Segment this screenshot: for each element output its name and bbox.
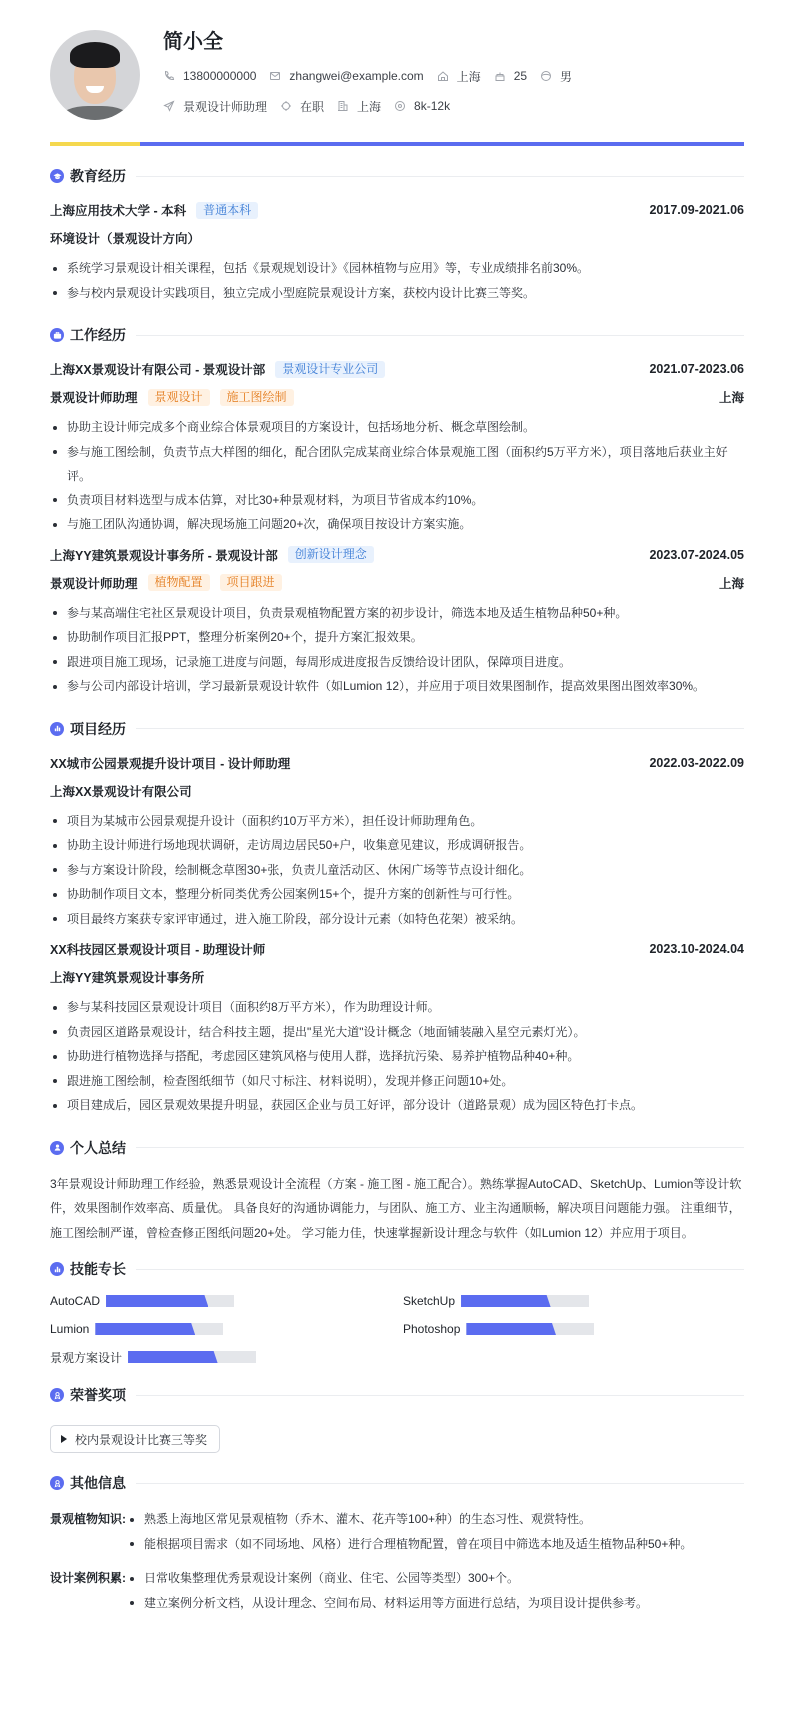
section-divider [136, 728, 744, 729]
bullet-list [50, 995, 744, 1118]
avatar-hair [70, 42, 120, 68]
skill-item [50, 1349, 403, 1365]
section-title: 工作经历 [70, 327, 126, 343]
project-entry [50, 753, 744, 932]
skill-item [403, 1321, 744, 1337]
company-tag: 创新设计理念 [288, 546, 374, 563]
skill-fill [461, 1295, 551, 1307]
contact-row [163, 68, 585, 84]
section-title: 教育经历 [70, 168, 126, 184]
skill-name: Lumion [50, 1322, 90, 1336]
section-divider [136, 1395, 744, 1396]
list-item: 项目建成后，园区景观效果提升明显，获园区企业与员工好评，部分设计（道路景观）成为园区特色打卡点。 [50, 1093, 744, 1118]
divider-blue [140, 142, 744, 146]
role-tag: 项目跟进 [220, 574, 282, 591]
entry-subheader [50, 387, 744, 407]
skill-fill [95, 1323, 195, 1335]
divider-yellow [50, 142, 140, 146]
work-entry [50, 359, 744, 537]
project-org: 上海XX景观设计有限公司 [50, 784, 192, 799]
list-item: 协助进行植物选择与搭配，考虑园区建筑风格与使用人群，选择抗污染、易养护植物品种40+种。 [50, 1044, 744, 1069]
company-name: 上海XX景观设计有限公司 - 景观设计部 [50, 363, 266, 377]
section-header [50, 166, 744, 186]
role-title: 景观设计师助理 [50, 391, 138, 405]
city-item [337, 98, 381, 115]
skill-fill [466, 1323, 556, 1335]
bullet-list [127, 1566, 648, 1615]
list-item: 参与校内景观设计实践项目，独立完成小型庭院景观设计方案，获校内设计比赛三等奖。 [50, 281, 744, 306]
list-item: 系统学习景观设计相关课程，包括《景观规划设计》《园林植物与应用》等，专业成绩排名前30%。 [50, 256, 744, 281]
list-item: 负责园区道路景观设计，结合科技主题，提出"星光大道"设计概念（地面铺装融入星空元素灯光）。 [50, 1020, 744, 1045]
role-tag: 植物配置 [148, 574, 210, 591]
avatar [50, 30, 140, 120]
summary-text: 3年景观设计师助理工作经验，熟悉景观设计全流程（方案 - 施工图 - 施工配合）。熟练掌握AutoCAD、SketchUp、Lumion等设计软件，效果图制作效率高、质量优。 具备良好的沟通协调能力，与团队、施工方、业主沟通顺畅，解决项目问题能力强。 注重细节，施工图绘制严谨，曾检查修正图纸问题20+处。 学习能力佳，快速掌握新设计理念与软件（如Lumion 12）并应用于项目。 [50, 1176, 742, 1240]
section-header [50, 719, 744, 739]
section-header [50, 1259, 744, 1279]
education-entry [50, 200, 744, 305]
list-item: 日常收集整理优秀景观设计案例（商业、住宅、公园等类型）300+个。 [127, 1566, 648, 1591]
bullet-list [50, 601, 744, 699]
degree-tag: 普通本科 [196, 202, 258, 219]
city-text: 上海 [357, 99, 382, 114]
info-icon [50, 1476, 64, 1490]
caret-right-icon [61, 1435, 67, 1443]
skills-section [50, 1259, 744, 1365]
personal-info [163, 30, 585, 128]
list-item: 项目最终方案获专家评审通过，进入施工阶段，部分设计元素（如特色花架）被采纳。 [50, 907, 744, 932]
gender-text: 男 [560, 69, 573, 84]
section-title: 个人总结 [70, 1139, 126, 1156]
avatar-shirt [60, 106, 130, 120]
section-divider [136, 1483, 744, 1484]
list-item: 与施工团队沟通协调，解决现场施工问题20+次，确保项目按设计方案实施。 [50, 512, 744, 537]
entry-header [50, 545, 744, 565]
salary-item [394, 99, 450, 113]
skill-item [403, 1293, 744, 1309]
project-name: XX科技园区景观设计项目 - 助理设计师 [50, 943, 266, 957]
section-header [50, 1138, 744, 1158]
work-section [50, 325, 744, 699]
list-item: 项目为某城市公园景观提升设计（面积约10万平方米），担任设计师助理角色。 [50, 809, 744, 834]
entry-subheader [50, 781, 744, 801]
award-text: 校内景观设计比赛三等奖 [75, 1432, 208, 1447]
skill-fill [106, 1295, 208, 1307]
skill-name: 景观方案设计 [50, 1350, 123, 1365]
entry-subheader [50, 228, 744, 248]
section-header [50, 1385, 744, 1405]
home-text: 上海 [456, 69, 481, 84]
salary-text: 8k-12k [414, 99, 451, 113]
gender-item [540, 68, 572, 85]
candidate-name: 简小全 [163, 31, 223, 53]
entry-date: 2022.03-2022.09 [649, 755, 744, 770]
role-tag: 景观设计 [148, 389, 210, 406]
entry-subheader [50, 573, 744, 593]
other-label: 景观植物知识: [50, 1512, 126, 1526]
list-item: 协助主设计师进行场地现状调研，走访周边居民50+户，收集意见建议，形成调研报告。 [50, 833, 744, 858]
home-item [437, 68, 481, 85]
list-item: 负责项目材料选型与成本估算，对比30+种景观材料，为项目节省成本约10%。 [50, 488, 744, 513]
company-name: 上海YY建筑景观设计事务所 - 景观设计部 [50, 548, 278, 563]
list-item: 参与公司内部设计培训，学习最新景观设计软件（如Lumion 12），并应用于项目效果图制作，提高效果图出图效率30%。 [50, 674, 744, 699]
bullet-list [50, 809, 744, 932]
send-icon [163, 100, 175, 112]
phone-icon [163, 70, 175, 82]
role-title: 景观设计师助理 [50, 576, 138, 591]
project-entry [50, 939, 744, 1118]
other-group [50, 1507, 744, 1556]
section-header [50, 325, 744, 345]
age-item [494, 69, 527, 83]
cake-icon [494, 70, 506, 82]
phone-item [163, 69, 256, 83]
section-divider [136, 1269, 744, 1270]
skill-name: SketchUp [403, 1294, 456, 1308]
entry-header [50, 359, 744, 379]
briefcase-icon [50, 328, 64, 342]
list-item: 协助制作项目汇报PPT，整理分析案例20+个，提升方案汇报效果。 [50, 625, 744, 650]
entry-header [50, 939, 744, 959]
awards-section [50, 1385, 744, 1453]
position-item [163, 98, 267, 115]
education-section [50, 166, 744, 305]
company-tag: 景观设计专业公司 [275, 361, 385, 378]
entry-header [50, 200, 744, 220]
work-location: 上海 [718, 576, 744, 591]
summary-section [50, 1138, 744, 1246]
email-item [269, 69, 423, 83]
bullet-list [50, 256, 744, 305]
award-item[interactable] [50, 1425, 220, 1453]
skill-name: Photoshop [403, 1322, 461, 1336]
bullet-list [127, 1507, 692, 1556]
home-icon [437, 70, 449, 82]
bullet-list [50, 415, 744, 537]
work-location: 上海 [718, 391, 744, 405]
list-item: 跟进施工图绘制，检查图纸细节（如尺寸标注、材料说明），发现并修正问题10+处。 [50, 1069, 744, 1094]
age-text: 25 [513, 69, 528, 83]
status-text: 在职 [300, 99, 325, 114]
job-intent-row [163, 98, 585, 114]
position-text: 景观设计师助理 [183, 99, 268, 114]
section-divider [136, 176, 744, 177]
school-name: 上海应用技术大学 - 本科 [50, 204, 187, 218]
entry-date: 2023.07-2024.05 [649, 547, 744, 562]
section-divider [136, 335, 744, 336]
email-text: zhangwei@example.com [289, 69, 424, 83]
skill-bar [95, 1323, 223, 1335]
project-name: XX城市公园景观提升设计项目 - 设计师助理 [50, 756, 291, 771]
status-item [280, 98, 324, 115]
list-item: 熟悉上海地区常见景观植物（乔木、灌木、花卉等100+种）的生态习性、观赏特性。 [127, 1507, 692, 1532]
skill-bar [128, 1351, 256, 1363]
bar-chart-icon [50, 1262, 64, 1276]
mail-icon [269, 70, 281, 82]
work-entry [50, 545, 744, 699]
award-icon [50, 1388, 64, 1402]
section-title: 技能专长 [70, 1261, 126, 1277]
graduation-cap-icon [50, 169, 64, 183]
section-header [50, 1473, 744, 1493]
section-title: 其他信息 [70, 1475, 126, 1491]
major: 环境设计（景观设计方向） [50, 232, 201, 246]
resume-header [50, 30, 744, 130]
section-title: 项目经历 [70, 720, 126, 737]
other-label: 设计案例积累: [50, 1571, 126, 1585]
skill-bar [106, 1295, 234, 1307]
user-icon [50, 1141, 64, 1155]
skill-item [50, 1293, 403, 1309]
salary-icon [394, 100, 406, 112]
phone-text: 13800000000 [183, 69, 257, 83]
list-item: 参与某高端住宅社区景观设计项目，负责景观植物配置方案的初步设计，筛选本地及适生植物品种50+种。 [50, 601, 744, 626]
entry-date: 2021.07-2023.06 [649, 362, 744, 376]
skill-name: AutoCAD [50, 1294, 101, 1308]
list-item: 参与某科技园区景观设计项目（面积约8万平方米），作为助理设计师。 [50, 995, 744, 1020]
project-org: 上海YY建筑景观设计事务所 [50, 971, 205, 985]
skill-bar [466, 1323, 594, 1335]
list-item: 建立案例分析文档，从设计理念、空间布局、材料运用等方面进行总结，为项目设计提供参考。 [127, 1591, 648, 1616]
list-item: 协助主设计师完成多个商业综合体景观项目的方案设计，包括场地分析、概念草图绘制。 [50, 415, 744, 440]
bar-chart-icon [50, 722, 64, 736]
role-tag: 施工图绘制 [220, 389, 294, 406]
list-item: 能根据项目需求（如不同场地、风格）进行合理植物配置，曾在项目中筛选本地及适生植物品种50+种。 [127, 1532, 692, 1557]
entry-subheader [50, 967, 744, 987]
other-section [50, 1473, 744, 1615]
projects-section [50, 719, 744, 1118]
gender-icon [540, 70, 552, 82]
skills-grid [50, 1293, 744, 1365]
section-divider [136, 1147, 744, 1148]
skill-fill [128, 1351, 218, 1363]
entry-header [50, 753, 744, 773]
header-divider [50, 142, 744, 146]
list-item: 跟进项目施工现场，记录施工进度与问题，每周形成进度报告反馈给设计团队，保障项目进度。 [50, 650, 744, 675]
building-icon [337, 100, 349, 112]
section-title: 荣誉奖项 [70, 1387, 126, 1403]
list-item: 参与方案设计阶段，绘制概念草图30+张，负责儿童活动区、休闲广场等节点设计细化。 [50, 858, 744, 883]
list-item: 协助制作项目文本，整理分析同类优秀公园案例15+个，提升方案的创新性与可行性。 [50, 882, 744, 907]
entry-date: 2017.09-2021.06 [649, 203, 744, 217]
other-group [50, 1566, 744, 1615]
status-icon [280, 100, 292, 112]
skill-bar [461, 1295, 589, 1307]
skill-item [50, 1321, 403, 1337]
entry-date: 2023.10-2024.04 [649, 942, 744, 956]
list-item: 参与施工图绘制，负责节点大样图的细化，配合团队完成某商业综合体景观施工图（面积约5万平方米），项目落地后获业主好评。 [50, 440, 744, 488]
